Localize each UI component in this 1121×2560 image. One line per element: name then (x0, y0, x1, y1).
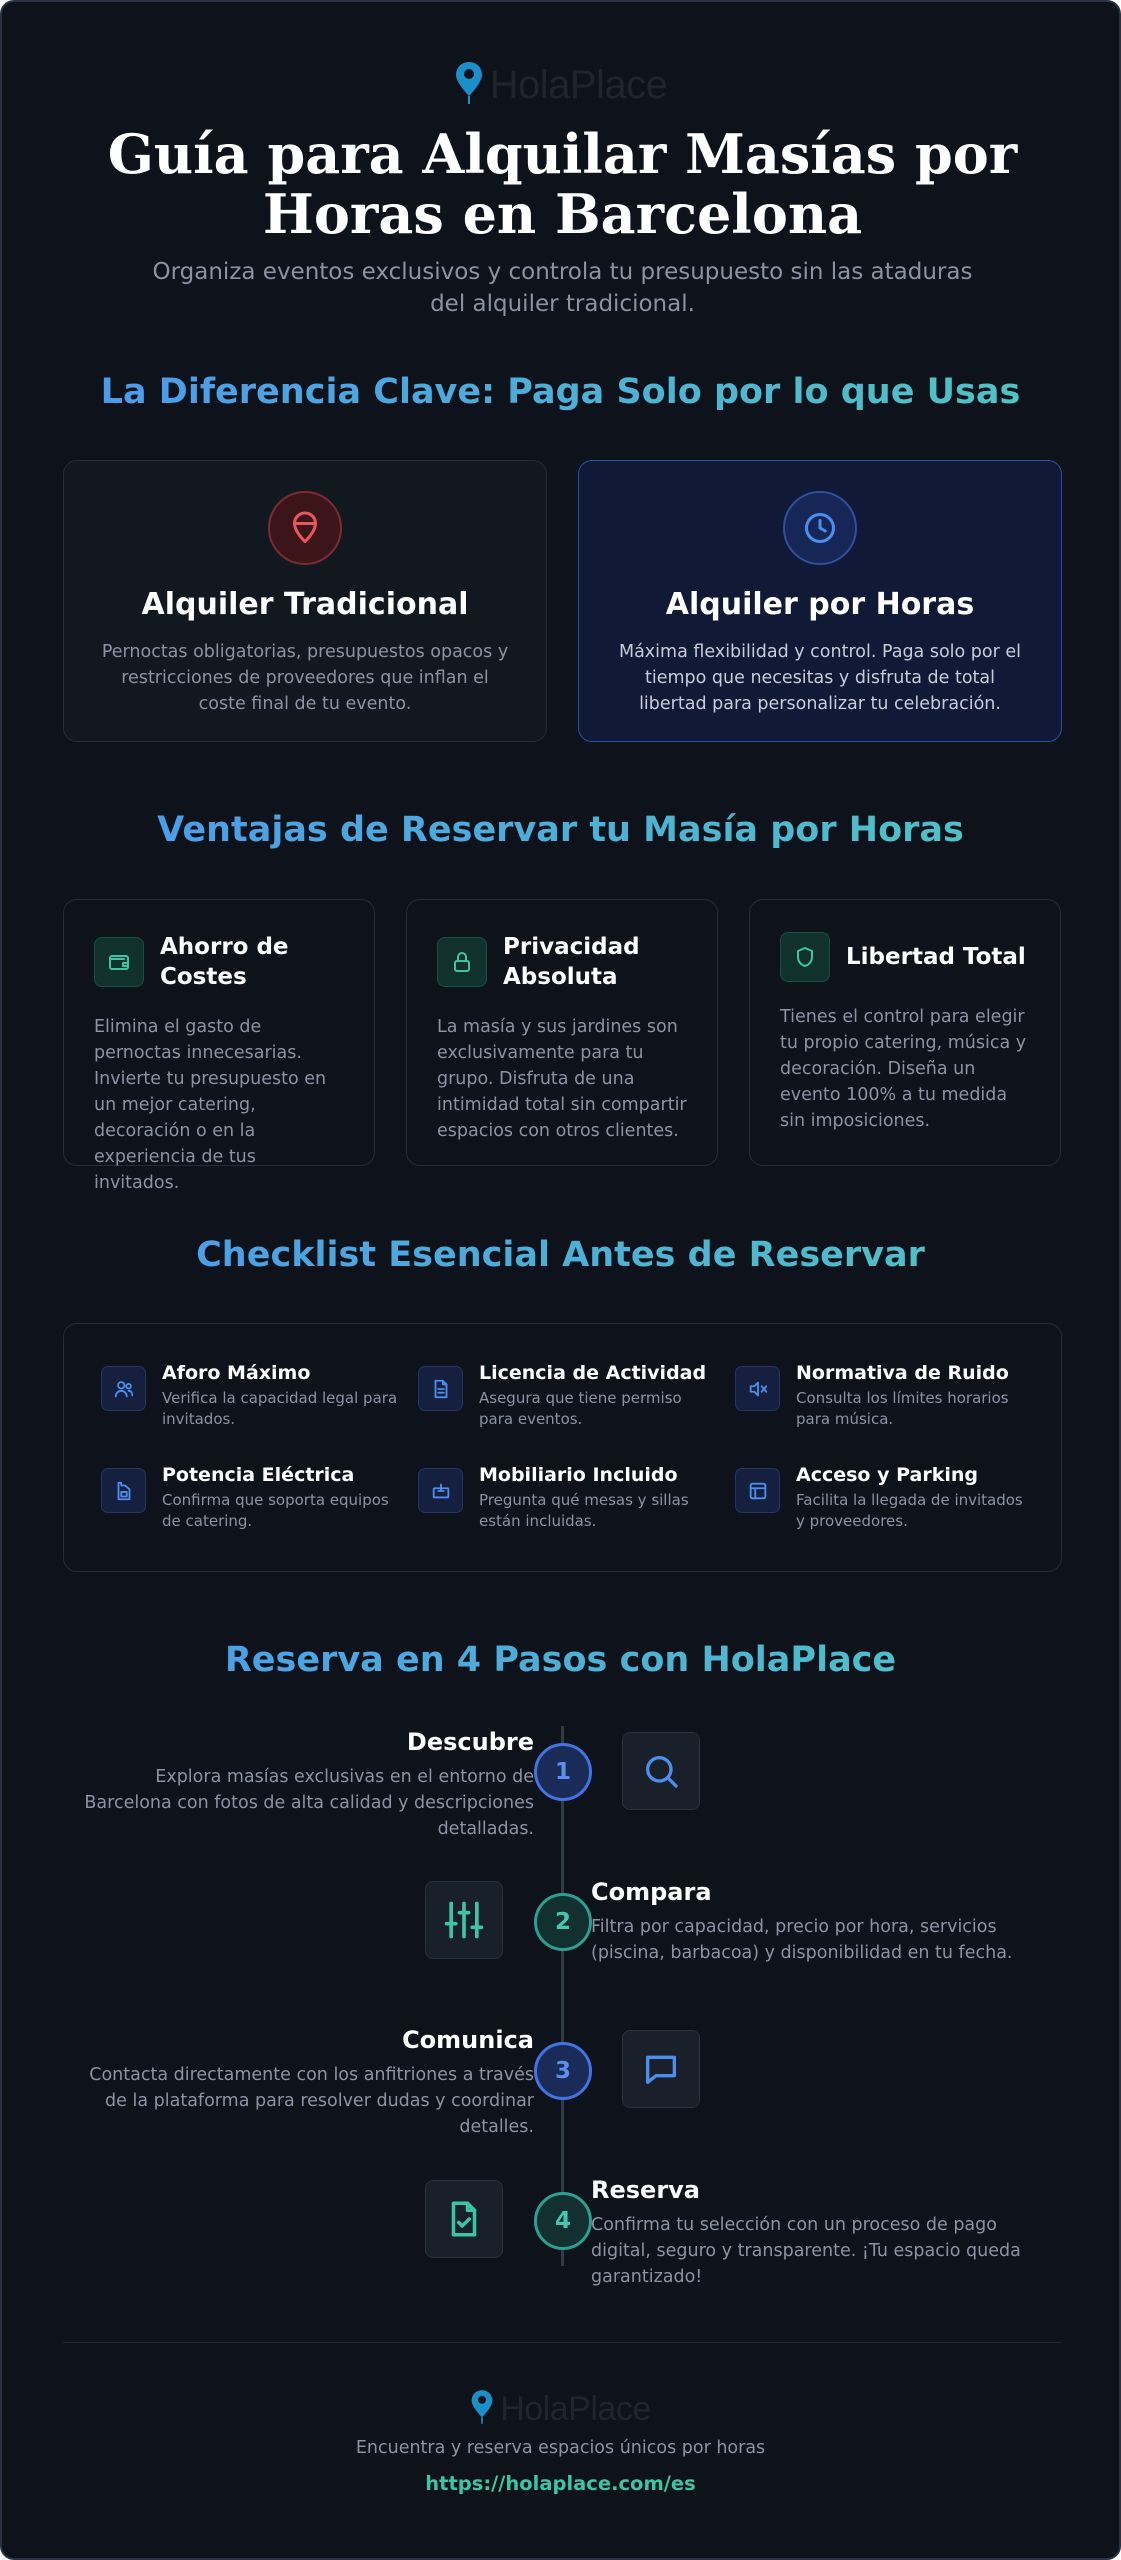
checklist-desc: Pregunta qué mesas y sillas están incluidas. (479, 1491, 689, 1530)
search-icon (622, 1732, 700, 1810)
advantage-title: Ahorro de Costes (160, 934, 289, 990)
checklist-title: Licencia de Actividad (479, 1362, 707, 1384)
brand-logo[interactable] (2, 60, 1119, 110)
card-title: Alquiler por Horas (665, 587, 975, 622)
step-1-number: 1 (534, 1743, 592, 1801)
checklist-title: Potencia Eléctrica (162, 1464, 355, 1486)
checklist-title: Acceso y Parking (796, 1464, 978, 1486)
page-title (62, 124, 1063, 244)
footer-tagline: Encuentra y reserva espacios únicos por horas (355, 2438, 766, 2458)
footer-logo[interactable] (2, 2388, 1119, 2430)
section-title-advantages: Ventajas de Reservar tu Masía por Horas (2, 810, 1119, 850)
layout-icon (735, 1468, 780, 1513)
section-title-steps: Reserva en 4 Pasos con HolaPlace (2, 1640, 1119, 1680)
step-3-number: 3 (534, 2042, 592, 2100)
file-check-icon (425, 2180, 503, 2258)
checklist-panel (63, 1323, 1062, 1572)
step-desc: Contacta directamente con los anfitriones a través de la plataforma para resolver dudas y coordinar detalles. (89, 2065, 534, 2137)
advantage-title: Libertad Total (846, 944, 1026, 970)
checklist-item-license (418, 1360, 718, 1430)
checklist-title: Aforo Máximo (162, 1362, 311, 1384)
step-title: Comunica (402, 2026, 534, 2054)
step-desc: Filtra por capacidad, precio por hora, servicios (piscina, barbacoa) y disponibilidad en tu fecha. (591, 1917, 1013, 1963)
checklist-title: Normativa de Ruido (796, 1362, 1009, 1384)
brand-name: HolaPlace (500, 2389, 651, 2428)
checklist-desc: Verifica la capacidad legal para invitados. (162, 1389, 398, 1428)
advantage-text: Tienes el control para elegir tu propio catering, música y decoración. Diseña un evento 100% a tu medida sin imposiciones. (780, 1007, 1027, 1131)
step-4-text (591, 2174, 1061, 2290)
checklist-item-parking (735, 1462, 1035, 1532)
step-desc: Confirma tu selección con un proceso de pago digital, seguro y transparente. ¡Tu espacio queda garantizado! (591, 2215, 1021, 2287)
page-title-line-2: Horas en Barcelona (262, 182, 863, 246)
footer-url-link[interactable]: https://holaplace.com/es (425, 2472, 696, 2495)
power-icon (101, 1468, 146, 1513)
checklist-item-power (101, 1462, 401, 1532)
shield-icon (780, 932, 830, 982)
users-icon (101, 1366, 146, 1411)
step-title: Compara (591, 1878, 712, 1906)
advantage-card-privacy (406, 899, 718, 1166)
clock-icon (783, 491, 857, 565)
step-1-text (64, 1726, 534, 1842)
checklist-desc: Asegura que tiene permiso para eventos. (479, 1389, 682, 1428)
card-traditional-rental (63, 460, 547, 742)
card-hourly-rental (578, 460, 1062, 742)
footer-divider (63, 2342, 1062, 2343)
step-2-text (591, 1876, 1061, 1966)
checklist-item-noise (735, 1360, 1035, 1430)
step-2-number: 2 (534, 1893, 592, 1951)
advantage-text: La masía y sus jardines son exclusivamente para tu grupo. Disfruta de una intimidad total sin compartir espacios con otros clientes. (437, 1017, 687, 1141)
step-4-number: 4 (534, 2192, 592, 2250)
step-desc: Explora masías exclusivas en el entorno de Barcelona con fotos de alta calidad y descripciones detalladas. (84, 1767, 534, 1839)
location-pin-icon (470, 2388, 494, 2430)
step-title: Reserva (591, 2176, 700, 2204)
step-title: Descubre (406, 1728, 534, 1756)
lock-icon (437, 937, 487, 987)
card-text: Pernoctas obligatorias, presupuestos opacos y restricciones de proveedores que inflan el coste final de tu evento. (101, 642, 509, 714)
advantage-card-savings (63, 899, 375, 1193)
timeline-line (561, 1726, 564, 2266)
checklist-desc: Confirma que soporta equipos de catering. (162, 1491, 389, 1530)
location-pin-icon (454, 60, 484, 110)
chat-icon (622, 2030, 700, 2108)
box-icon (418, 1468, 463, 1513)
advantage-text: Elimina el gasto de pernoctas innecesarias. Invierte tu presupuesto en un mejor catering, decoración o en la experiencia de tus invitados. (94, 1017, 327, 1193)
document-icon (418, 1366, 463, 1411)
sliders-icon (425, 1881, 503, 1959)
card-title: Alquiler Tradicional (141, 587, 469, 622)
brand-name: HolaPlace (489, 62, 668, 107)
step-3-text (64, 2024, 534, 2140)
checklist-title: Mobiliario Incluido (479, 1464, 678, 1486)
advantage-title: Privacidad Absoluta (503, 934, 640, 990)
page-title-line-1: Guía para Alquilar Masías por (107, 122, 1018, 186)
wallet-icon (94, 937, 144, 987)
checklist-item-furniture (418, 1462, 718, 1532)
checklist-desc: Facilita la llegada de invitados y proveedores. (796, 1491, 1023, 1530)
advantage-card-freedom (749, 899, 1061, 1166)
checklist-desc: Consulta los límites horarios para música. (796, 1389, 1009, 1428)
section-title-comparison: La Diferencia Clave: Paga Solo por lo que Usas (2, 372, 1119, 412)
page-subtitle: Organiza eventos exclusivos y controla tu presupuesto sin las ataduras del alquiler tradicional. (152, 259, 973, 317)
section-title-checklist: Checklist Esencial Antes de Reservar (2, 1235, 1119, 1275)
location-off-icon (268, 491, 342, 565)
checklist-item-capacity (101, 1360, 401, 1430)
card-text: Máxima flexibilidad y control. Paga solo por el tiempo que necesitas y disfruta de total libertad para personalizar tu celebración. (618, 642, 1022, 714)
volume-mute-icon (735, 1366, 780, 1411)
